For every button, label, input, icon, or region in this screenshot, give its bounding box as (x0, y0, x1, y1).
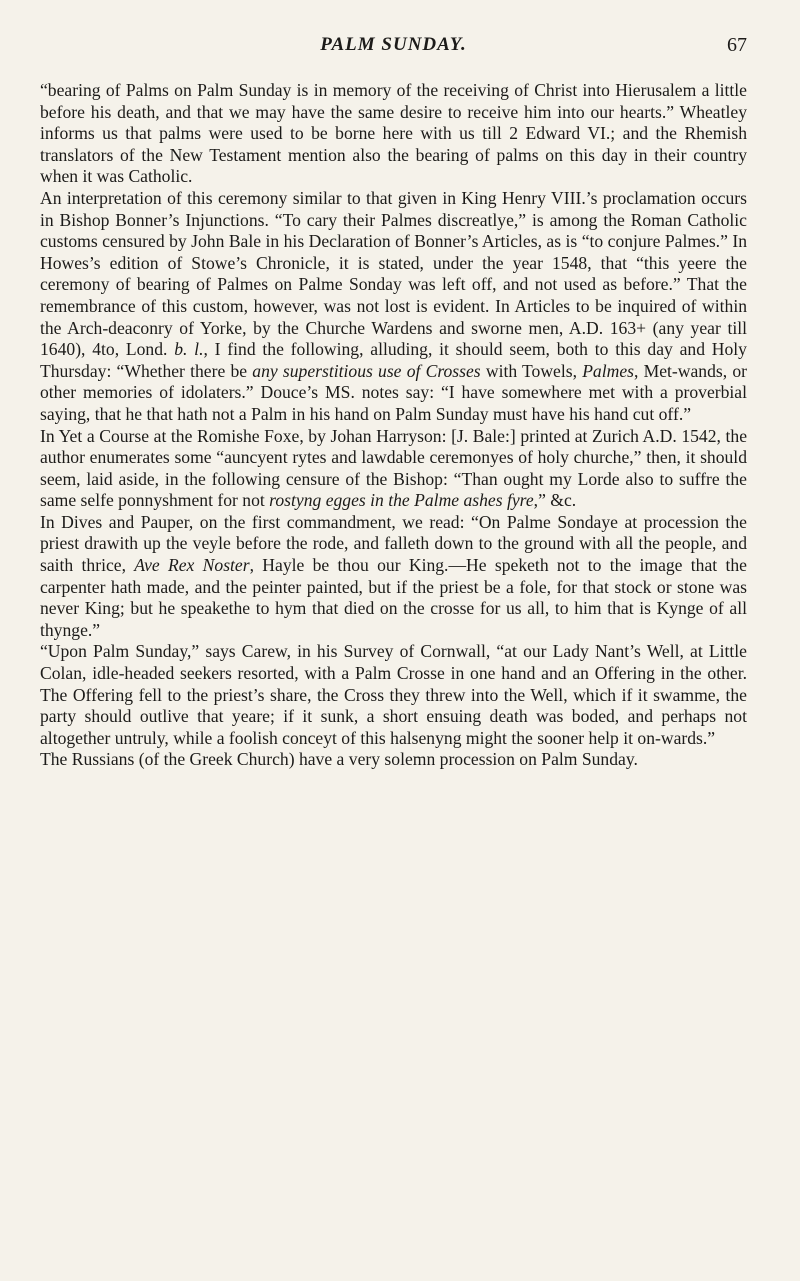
text-run: “bearing of Palms on Palm Sunday is in memory of the receiving of Christ into Hierusalem a little before his death, and that we may have the same desire to receive him into our hearts.” Wheatley informs us that palms were used to be borne here with us till 2 Edward VI.; and the Rhemish translators of the New Testament mention also the bearing of palms on this day in their country when it was Catholic. (40, 80, 747, 187)
paragraph (40, 512, 747, 642)
italic-text: Palmes (582, 360, 634, 381)
paragraph (40, 426, 747, 512)
text-run: , Met-wands, or other memories of idolaters.” Douce’s MS. notes say: “I have somewhere met with a proverbial saying, that he that hath not a Palm in his hand on Palm Sunday must have his hand cut off.” (40, 360, 747, 424)
paragraph (40, 641, 747, 749)
italic-text: any superstitious use of Crosses (252, 360, 481, 381)
text-run: In Dives and Pauper, on the first commandment, we read: “On Palme Sondaye at procession the priest drawith up the veyle before the rode, and falleth down to the ground with all the people, and saith thrice, (40, 511, 747, 576)
text-run: “Upon Palm Sunday,” says Carew, in his Survey of Cornwall, “at our Lady Nant’s Well, at Little Colan, idle-headed seekers resorted, with a Palm Crosse in one hand and an Offering in the other. The Offering fell to the priest’s share, the Cross they threw into the Well, which if it swamme, the party should outlive that yeare; if it sunk, a short ensuing death was boded, and perhaps not altogether untruly, while a foolish conceyt of this halsenyng might the sooner help it on-wards.” (40, 641, 747, 748)
text-run: , I find the following, alluding, it should seem, both to this day and Holy Thursday: “Whether there be (40, 339, 747, 381)
running-title: PALM SUNDAY. (320, 34, 467, 55)
text-run: An interpretation of this ceremony similar to that given in King Henry VIII.’s proclamation occurs in Bishop Bonner’s Injunctions. “To cary their Palmes discreatlye,” is among the Roman Catholic customs censured by John Bale in his Declaration of Bonner’s Articles, as is “to conjure Palmes.” In Howes’s edition of Stowe’s Chronicle, it is stated, under the year 1548, that “this yeere the ceremony of bearing of Palmes on Palme Sonday was left off, and not used as before.” That the remembrance of this custom, however, was not lost is evident. In Articles to be inquired of within the Arch-deaconry of Yorke, by the Churche Wardens and sworne men, A.D. 163+ (any year till 1640), 4to, Lond. (40, 187, 747, 360)
paragraph (40, 749, 747, 771)
book-page (40, 34, 747, 771)
text-run: ,” &c. (533, 490, 577, 511)
paragraph (40, 80, 747, 188)
text-run: , Hayle be thou our King.—He speketh not to the image that the carpenter hath made, and the peinter painted, but if the priest be a fole, for that stock or stone was never King; but he speakethe to hym that died on the crosse for us all, to him that is Kynge of all thynge.” (40, 555, 747, 640)
page-number: 67 (727, 34, 747, 56)
italic-text: b. l. (174, 339, 204, 360)
italic-text: rostyng egges in the Palme ashes fyre (269, 490, 534, 511)
text-run: In Yet a Course at the Romishe Foxe, by Johan Harryson: [J. Bale:] printed at Zurich A.D. 1542, the author enumerates some “auncyent rytes and lawdable ceremonyes of holy churche,” then, it should seem, laid aside, in the following censure of the Bishop: “Than ought my Lorde also to suffre the same selfe ponnyshment for not (40, 425, 747, 511)
body-text (40, 80, 747, 771)
paragraph (40, 188, 747, 426)
text-run: with Towels, (480, 360, 583, 381)
italic-text: Ave Rex Noster (134, 555, 250, 576)
text-run: The Russians (of the Greek Church) have a very solemn procession on Palm Sunday. (40, 749, 638, 770)
running-head (40, 34, 747, 80)
